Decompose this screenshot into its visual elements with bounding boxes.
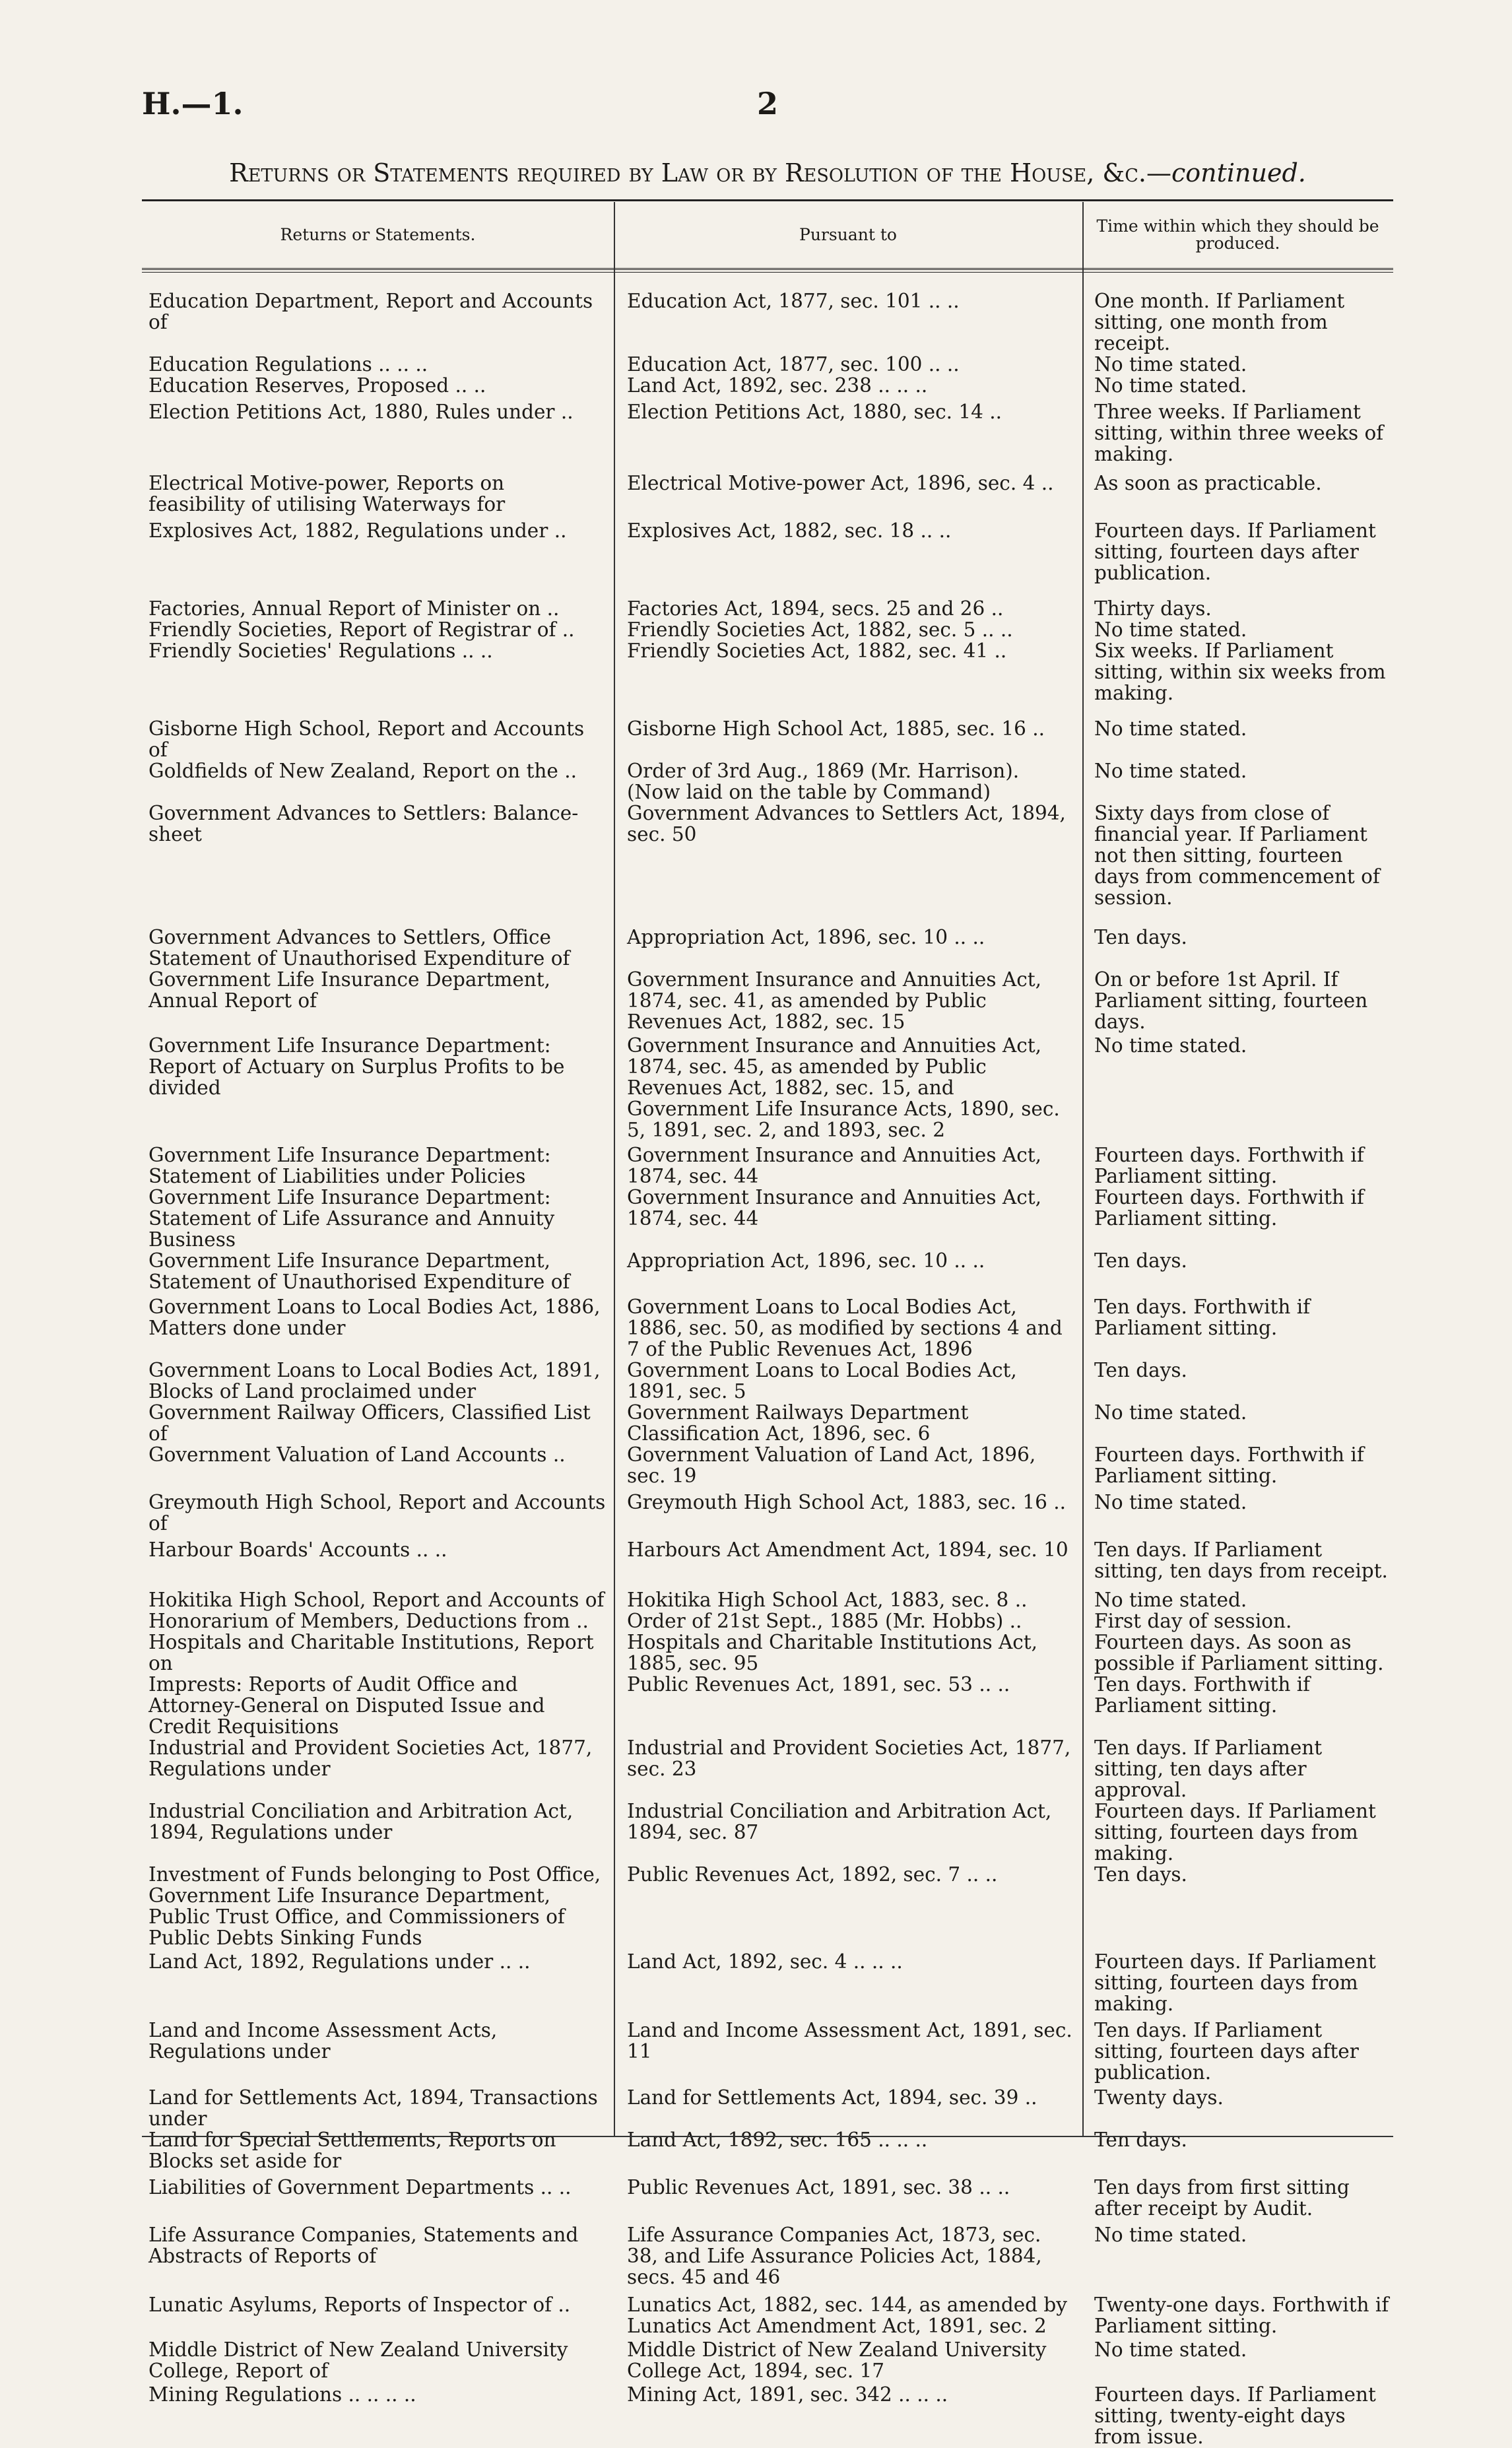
cell-time: Ten days.: [1094, 2129, 1187, 2151]
cell-time: Three weeks. If Parliament sitting, within three weeks of making.: [1094, 401, 1384, 465]
cell-pursuant: Order of 21st Sept., 1885 (Mr. Hobbs) ..: [627, 1610, 1022, 1632]
cell-pursuant: Government Insurance and Annuities Act, 1874, sec. 44: [627, 1144, 1041, 1187]
cell-returns: Lunatic Asylums, Reports of Inspector of ..: [148, 2294, 571, 2316]
cell-time: No time stated.: [1094, 1401, 1247, 1424]
cell-time: No time stated.: [1094, 1491, 1247, 1513]
cell-pursuant: Life Assurance Companies Act, 1873, sec. 38, and Life Assurance Policies Act, 1884, secs. 45 and 46: [627, 2224, 1042, 2288]
cell-pursuant: Hospitals and Charitable Institutions Act, 1885, sec. 95: [627, 1631, 1038, 1674]
cell-returns: Government Life Insurance Department: Report of Actuary on Surplus Profits to be divided: [148, 1034, 565, 1099]
page-header: [142, 86, 1393, 139]
table-row: [142, 1492, 1393, 1534]
cell-pursuant: Public Revenues Act, 1891, sec. 53 .. ..: [627, 1673, 1010, 1696]
cell-pursuant: Friendly Societies Act, 1882, sec. 41 ..: [627, 640, 1007, 662]
cell-time: Ten days.: [1094, 1359, 1187, 1381]
table-row: [142, 1801, 1393, 1864]
cell-returns: Gisborne High School, Report and Accounts of: [148, 717, 585, 761]
cell-time: Fourteen days. Forthwith if Parliament sitting.: [1094, 1186, 1364, 1230]
cell-returns: Government Life Insurance Department: Statement of Life Assurance and Annuity Business: [148, 1186, 555, 1251]
table-row: [142, 1737, 1393, 1801]
cell-returns: Education Regulations .. .. ..: [148, 353, 428, 376]
cell-time: No time stated.: [1094, 374, 1247, 397]
cell-returns: Factories, Annual Report of Minister on ..: [148, 597, 560, 620]
cell-pursuant: Government Insurance and Annuities Act, 1874, sec. 41, as amended by Public Revenues Act, 1882, sec. 15: [627, 968, 1041, 1033]
cell-time: Ten days. If Parliament sitting, ten days after approval.: [1094, 1737, 1323, 1801]
cell-returns: Government Advances to Settlers: Balance-sheet: [148, 802, 579, 845]
cell-pursuant: Government Insurance and Annuities Act, 1874, sec. 45, as amended by Public Revenues Act, 1882, sec. 15, and Government Life Insurance Acts, 1890, sec. 5, 1891, sec. 2, and 1893, sec. 2: [627, 1034, 1060, 1141]
page-title: [142, 158, 1393, 187]
cell-returns: Government Railway Officers, Classified List of: [148, 1401, 591, 1445]
cell-returns: Mining Regulations .. .. .. ..: [148, 2383, 416, 2406]
cell-time: Sixty days from close of financial year. If Parliament not then sitting, fourteen days from commencement of session.: [1094, 802, 1380, 909]
table-row: [142, 619, 1393, 640]
cell-time: Twenty days.: [1094, 2086, 1224, 2109]
cell-time: Ten days. If Parliament sitting, ten days from receipt.: [1094, 1538, 1388, 1582]
cell-returns: Honorarium of Members, Deductions from ..: [148, 1610, 589, 1632]
cell-time: Ten days.: [1094, 1863, 1187, 1886]
cell-time: Six weeks. If Parliament sitting, within six weeks from making.: [1094, 640, 1386, 704]
cell-time: Fourteen days. If Parliament sitting, fourteen days after publication.: [1094, 519, 1376, 584]
cell-pursuant: Lunatics Act, 1882, sec. 144, as amended by Lunatics Act Amendment Act, 1891, sec. 2: [627, 2294, 1067, 2337]
table-row: [142, 2020, 1393, 2083]
table-top-rule: [142, 199, 1393, 201]
table-row: [142, 927, 1393, 969]
cell-returns: Life Assurance Companies, Statements and Abstracts of Reports of: [148, 2224, 579, 2267]
table-row: [142, 598, 1393, 619]
cell-time: Ten days.: [1094, 1249, 1187, 1272]
cell-pursuant: Gisborne High School Act, 1885, sec. 16 ..: [627, 717, 1045, 740]
cell-time: No time stated.: [1094, 2224, 1247, 2246]
cell-time: Fourteen days. Forthwith if Parliament sitting.: [1094, 1443, 1364, 1487]
cell-time: Fourteen days. As soon as possible if Parliament sitting.: [1094, 1631, 1384, 1674]
table-row: [142, 375, 1393, 396]
cell-returns: Land Act, 1892, Regulations under .. ..: [148, 1950, 531, 1973]
table-row: [142, 401, 1393, 465]
cell-returns: Government Life Insurance Department: Statement of Liabilities under Policies: [148, 1144, 551, 1187]
table-row: [142, 1589, 1393, 1610]
cell-time: Ten days. Forthwith if Parliament sitting.: [1094, 1673, 1311, 1717]
cell-time: As soon as practicable.: [1094, 472, 1322, 494]
cell-pursuant: Land Act, 1892, sec. 4 .. .. ..: [627, 1950, 903, 1973]
table-row: [142, 2177, 1393, 2219]
cell-returns: Friendly Societies, Report of Registrar of ..: [148, 618, 575, 641]
cell-time: On or before 1st April. If Parliament sitting, fourteen days.: [1094, 968, 1368, 1033]
title-continued: continued.: [1171, 158, 1306, 187]
cell-pursuant: Friendly Societies Act, 1882, sec. 5 .. ..: [627, 618, 1013, 641]
cell-returns: Government Loans to Local Bodies Act, 1886, Matters done under: [148, 1296, 601, 1339]
cell-pursuant: Electrical Motive-power Act, 1896, sec. 4 ..: [627, 472, 1054, 494]
table-row: [142, 1187, 1393, 1250]
table-row: [142, 473, 1393, 515]
table-row: [142, 2339, 1393, 2381]
cell-pursuant: Appropriation Act, 1896, sec. 10 .. ..: [627, 926, 985, 948]
column-header-pursuant: Pursuant to: [799, 225, 897, 244]
table-row: [142, 290, 1393, 354]
cell-returns: Land for Special Settlements, Reports on Blocks set aside for: [148, 2129, 556, 2172]
table-row: [142, 1632, 1393, 1674]
cell-time: No time stated.: [1094, 1589, 1247, 1611]
cell-returns: Investment of Funds belonging to Post Office, Government Life Insurance Department, Public Trust Office, and Commissioners of Public Debts Sinking Funds: [148, 1863, 601, 1949]
table-bottom-rule: [142, 2136, 1393, 2137]
table-row: [142, 1539, 1393, 1581]
cell-returns: Greymouth High School, Report and Accounts of: [148, 1491, 606, 1535]
cell-time: Ten days. Forthwith if Parliament sitting.: [1094, 1296, 1311, 1339]
title-text: Returns or Statements required by Law or by Resolution of the House, &c.—: [229, 158, 1171, 187]
table-row: [142, 2294, 1393, 2336]
cell-pursuant: Land Act, 1892, sec. 238 .. .. ..: [627, 374, 928, 397]
table-row: [142, 1444, 1393, 1486]
cell-time: Fourteen days. If Parliament sitting, twenty-eight days from issue.: [1094, 2383, 1376, 2448]
cell-pursuant: Industrial and Provident Societies Act, 1877, sec. 23: [627, 1737, 1071, 1780]
table-row: [142, 1144, 1393, 1187]
table-row: [142, 969, 1393, 1032]
cell-time: Twenty-one days. Forthwith if Parliament sitting.: [1094, 2294, 1389, 2337]
cell-pursuant: Public Revenues Act, 1891, sec. 38 .. ..: [627, 2176, 1010, 2199]
table-row: [142, 640, 1393, 704]
table-row: [142, 2384, 1393, 2447]
page-number: 2: [756, 86, 778, 121]
cell-pursuant: Explosives Act, 1882, sec. 18 .. ..: [627, 519, 952, 542]
cell-returns: Government Life Insurance Department, Statement of Unauthorised Expenditure of: [148, 1249, 570, 1293]
table-row: [142, 760, 1393, 803]
cell-returns: Education Department, Report and Accounts of: [148, 290, 593, 333]
cell-pursuant: Factories Act, 1894, secs. 25 and 26 ..: [627, 597, 1004, 620]
cell-pursuant: Land and Income Assessment Act, 1891, sec. 11: [627, 2019, 1072, 2063]
cell-pursuant: Land for Settlements Act, 1894, sec. 39 ..: [627, 2086, 1037, 2109]
cell-returns: Government Loans to Local Bodies Act, 1891, Blocks of Land proclaimed under: [148, 1359, 601, 1403]
cell-pursuant: Public Revenues Act, 1892, sec. 7 .. ..: [627, 1863, 998, 1886]
cell-returns: Friendly Societies' Regulations .. ..: [148, 640, 493, 662]
cell-returns: Education Reserves, Proposed .. ..: [148, 374, 486, 397]
table-row: [142, 1296, 1393, 1360]
cell-returns: Industrial Conciliation and Arbitration Act, 1894, Regulations under: [148, 1800, 574, 1843]
table-header-rule: [142, 268, 1393, 273]
table-row: [142, 1402, 1393, 1444]
table-row: [142, 520, 1393, 583]
cell-returns: Middle District of New Zealand University College, Report of: [148, 2338, 568, 2382]
cell-pursuant: Harbours Act Amendment Act, 1894, sec. 10: [627, 1538, 1068, 1561]
cell-time: No time stated.: [1094, 2338, 1247, 2361]
cell-pursuant: Appropriation Act, 1896, sec. 10 .. ..: [627, 1249, 985, 1272]
column-header-time: Time within which they should be produced.: [1096, 216, 1379, 253]
cell-pursuant: Industrial Conciliation and Arbitration Act, 1894, sec. 87: [627, 1800, 1052, 1843]
table-row: [142, 2224, 1393, 2288]
cell-time: No time stated.: [1094, 1034, 1247, 1057]
cell-time: Thirty days.: [1094, 597, 1212, 620]
cell-time: No time stated.: [1094, 717, 1247, 740]
cell-time: Ten days.: [1094, 926, 1187, 948]
cell-returns: Government Life Insurance Department, Annual Report of: [148, 968, 551, 1012]
cell-pursuant: Mining Act, 1891, sec. 342 .. .. ..: [627, 2383, 948, 2406]
cell-returns: Land and Income Assessment Acts, Regulations under: [148, 2019, 498, 2063]
cell-pursuant: Government Railways Department Classification Act, 1896, sec. 6: [627, 1401, 969, 1445]
table-row: [142, 354, 1393, 375]
table-row: [142, 1360, 1393, 1402]
cell-returns: Land for Settlements Act, 1894, Transactions under: [148, 2086, 598, 2130]
table-row: [142, 1250, 1393, 1292]
cell-pursuant: Government Advances to Settlers Act, 1894, sec. 50: [627, 802, 1066, 845]
cell-pursuant: Government Valuation of Land Act, 1896, sec. 19: [627, 1443, 1036, 1487]
cell-time: No time stated.: [1094, 353, 1247, 376]
cell-pursuant: Education Act, 1877, sec. 100 .. ..: [627, 353, 960, 376]
table-row: [142, 718, 1393, 760]
cell-pursuant: Greymouth High School Act, 1883, sec. 16 ..: [627, 1491, 1067, 1513]
cell-time: Fourteen days. Forthwith if Parliament sitting.: [1094, 1144, 1364, 1187]
cell-returns: Hokitika High School, Report and Accounts of: [148, 1589, 605, 1611]
cell-returns: Goldfields of New Zealand, Report on the ..: [148, 760, 577, 782]
cell-pursuant: Election Petitions Act, 1880, sec. 14 ..: [627, 401, 1003, 423]
cell-returns: Explosives Act, 1882, Regulations under ..: [148, 519, 567, 542]
cell-returns: Industrial and Provident Societies Act, 1877, Regulations under: [148, 1737, 593, 1780]
cell-returns: Imprests: Reports of Audit Office and Attorney-General on Disputed Issue and Credit Requisitions: [148, 1673, 545, 1738]
cell-returns: Electrical Motive-power, Reports on feasibility of utilising Waterways for: [148, 472, 506, 515]
cell-pursuant: Hokitika High School Act, 1883, sec. 8 ..: [627, 1589, 1028, 1611]
cell-time: First day of session.: [1094, 1610, 1292, 1632]
table-row: [142, 1864, 1393, 1948]
cell-pursuant: Middle District of New Zealand University College Act, 1894, sec. 17: [627, 2338, 1047, 2382]
cell-returns: Hospitals and Charitable Institutions, Report on: [148, 1631, 594, 1674]
cell-pursuant: Order of 3rd Aug., 1869 (Mr. Harrison). (Now laid on the table by Command): [627, 760, 1020, 803]
cell-returns: Election Petitions Act, 1880, Rules under ..: [148, 401, 574, 423]
column-header-returns: Returns or Statements.: [280, 225, 476, 244]
cell-pursuant: Government Insurance and Annuities Act, 1874, sec. 44: [627, 1186, 1041, 1230]
cell-time: Fourteen days. If Parliament sitting, fourteen days from making.: [1094, 1950, 1376, 2015]
table-row: [142, 1951, 1393, 2014]
document-id: H.—1.: [142, 86, 244, 121]
table-row: [142, 1035, 1393, 1141]
table-header: [142, 202, 1393, 268]
cell-pursuant: Government Loans to Local Bodies Act, 1886, sec. 50, as modified by sections 4 and 7 of the Public Revenues Act, 1896: [627, 1296, 1063, 1360]
cell-pursuant: Land Act, 1892, sec. 165 .. .. ..: [627, 2129, 928, 2151]
cell-returns: Government Advances to Settlers, Office Statement of Unauthorised Expenditure of: [148, 926, 570, 970]
cell-returns: Liabilities of Government Departments .. ..: [148, 2176, 572, 2199]
cell-returns: Government Valuation of Land Accounts ..: [148, 1443, 566, 1466]
table-row: [142, 1610, 1393, 1632]
cell-time: Ten days. If Parliament sitting, fourteen days after publication.: [1094, 2019, 1359, 2084]
cell-time: No time stated.: [1094, 618, 1247, 641]
cell-time: Ten days from first sitting after receipt by Audit.: [1094, 2176, 1350, 2220]
cell-returns: Harbour Boards' Accounts .. ..: [148, 1538, 447, 1561]
table-row: [142, 1674, 1393, 1737]
table-row: [142, 2087, 1393, 2129]
table-body: [142, 290, 1393, 2447]
table-row: [142, 803, 1393, 908]
cell-pursuant: Education Act, 1877, sec. 101 .. ..: [627, 290, 960, 312]
cell-time: No time stated.: [1094, 760, 1247, 782]
cell-time: Fourteen days. If Parliament sitting, fourteen days from making.: [1094, 1800, 1376, 1865]
cell-pursuant: Government Loans to Local Bodies Act, 1891, sec. 5: [627, 1359, 1017, 1403]
cell-time: One month. If Parliament sitting, one month from receipt.: [1094, 290, 1345, 354]
